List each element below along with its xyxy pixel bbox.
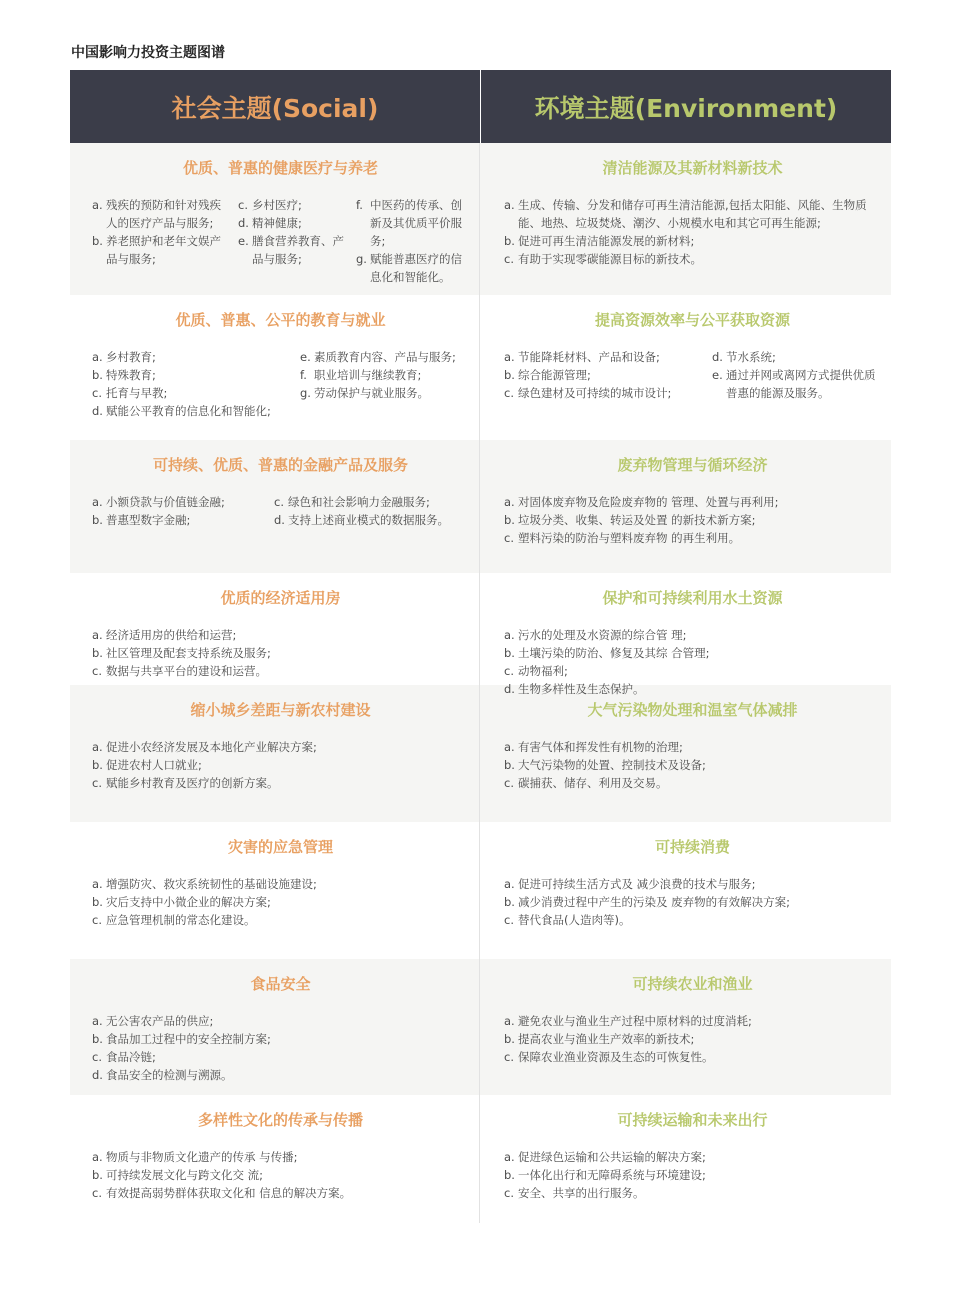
item-marker: c.: [274, 495, 284, 509]
item-text: 促进可持续生活方式及 减少浪费的技术与服务;: [518, 877, 756, 891]
item-text: 促进小农经济发展及本地化产业解决方案;: [106, 740, 317, 754]
item-marker: c.: [504, 531, 514, 545]
item-text: 通过并网或离网方式提供优质普惠的能源及服务。: [726, 368, 876, 400]
theme-title: 多样性文化的传承与传播: [197, 1111, 363, 1129]
item-text: 塑料污染的防治与塑料废弃物 的再生利用。: [518, 531, 741, 545]
list-item: [238, 196, 348, 214]
list-item: [92, 893, 469, 911]
item-column: [504, 348, 704, 402]
item-text: 绿色建材及可持续的城市设计;: [518, 386, 672, 400]
list-item: [300, 348, 469, 366]
item-marker: a.: [504, 1014, 515, 1028]
item-marker: b.: [504, 1032, 515, 1046]
item-marker: d.: [92, 1068, 103, 1082]
item-marker: b.: [504, 646, 515, 660]
theme-row: [70, 1095, 891, 1223]
list-item: [300, 366, 469, 384]
theme-item-list: [92, 738, 469, 792]
item-marker: a.: [92, 350, 103, 364]
item-text: 中医药的传承、创新及其优质平价服务;: [370, 198, 462, 248]
list-item: [504, 196, 881, 232]
theme-item-list: [92, 626, 469, 680]
list-item: [92, 493, 266, 511]
social-theme-cell: [70, 440, 480, 573]
theme-title: 可持续、优质、普惠的金融产品及服务: [152, 456, 408, 474]
item-marker: c.: [504, 913, 514, 927]
list-item: [92, 875, 469, 893]
item-marker: c.: [92, 1186, 102, 1200]
item-marker: a.: [92, 1150, 103, 1164]
table-body: [70, 143, 891, 1223]
item-text: 托育与早教;: [106, 386, 168, 400]
list-item: [504, 493, 881, 511]
item-marker: b.: [92, 1032, 103, 1046]
list-item: [504, 1184, 881, 1202]
theme-item-list: [504, 875, 881, 929]
list-item: [92, 644, 469, 662]
item-marker: c.: [504, 1186, 514, 1200]
item-text: 社区管理及配套支持系统及服务;: [106, 646, 271, 660]
item-column: [504, 875, 881, 929]
item-marker: c.: [238, 198, 248, 212]
list-item: [504, 662, 881, 680]
list-item: [92, 402, 292, 420]
list-item: [274, 511, 469, 529]
theme-title: 可持续运输和未来出行: [617, 1111, 768, 1129]
list-item: [504, 644, 881, 662]
item-text: 综合能源管理;: [518, 368, 591, 382]
item-text: 赋能普惠医疗的信息化和智能化。: [370, 252, 462, 284]
list-item: [92, 756, 469, 774]
item-column: [504, 493, 881, 547]
item-column: [712, 348, 881, 402]
list-item: [92, 662, 469, 680]
item-marker: a.: [92, 628, 103, 642]
item-text: 生物多样性及生态保护。: [518, 682, 645, 696]
item-marker: a.: [504, 198, 515, 212]
item-marker: g.: [300, 386, 311, 400]
list-item: [92, 1066, 469, 1084]
theme-title: 优质的经济适用房: [220, 589, 341, 607]
environment-theme-cell: [480, 143, 891, 295]
environment-theme-cell: [480, 959, 891, 1095]
item-marker: a.: [92, 877, 103, 891]
item-marker: e.: [300, 350, 311, 364]
item-marker: b.: [92, 368, 103, 382]
item-text: 减少消费过程中产生的污染及 废弃物的有效解决方案;: [518, 895, 791, 909]
social-theme-cell: [70, 1095, 480, 1223]
item-text: 可持续发展文化与跨文化交 流;: [106, 1168, 264, 1182]
list-item: [504, 511, 881, 529]
theme-item-list: [92, 875, 469, 929]
item-marker: e.: [238, 234, 249, 248]
theme-item-list: [92, 348, 469, 420]
list-item: [92, 196, 230, 232]
item-text: 土壤污染的防治、修复及其综 合管理;: [518, 646, 710, 660]
item-text: 节能降耗材料、产品和设备;: [518, 350, 660, 364]
list-item: [92, 1030, 469, 1048]
item-marker: c.: [92, 386, 102, 400]
list-item: [238, 214, 348, 232]
list-item: [504, 1030, 881, 1048]
item-marker: f.: [356, 198, 363, 212]
environment-theme-cell: [480, 1095, 891, 1223]
item-marker: c.: [504, 1050, 514, 1064]
item-text: 食品安全的检测与溯源。: [106, 1068, 233, 1082]
social-theme-cell: [70, 295, 480, 440]
item-text: 大气污染物的处置、控制技术及设备;: [518, 758, 706, 772]
item-column: [92, 738, 469, 792]
theme-row: [70, 959, 891, 1095]
social-theme-cell: [70, 573, 480, 685]
item-text: 支持上述商业模式的数据服务。: [288, 513, 449, 527]
item-marker: b.: [504, 1168, 515, 1182]
item-marker: c.: [92, 664, 102, 678]
item-marker: e.: [712, 368, 723, 382]
item-text: 经济适用房的供给和运营;: [106, 628, 237, 642]
theme-item-list: [504, 1012, 881, 1066]
item-marker: b.: [504, 368, 515, 382]
list-item: [92, 384, 292, 402]
environment-header: 环境主题(Environment): [534, 93, 838, 123]
page-title: 中国影响力投资主题图谱: [71, 45, 225, 61]
item-text: 污水的处理及水资源的综合管 理;: [518, 628, 687, 642]
theme-title: 食品安全: [250, 975, 311, 993]
item-marker: b.: [92, 1168, 103, 1182]
item-text: 促进绿色运输和公共运输的解决方案;: [518, 1150, 706, 1164]
theme-title: 保护和可持续利用水土资源: [602, 589, 783, 607]
list-item: [504, 1012, 881, 1030]
theme-title: 缩小城乡差距与新农村建设: [190, 701, 371, 719]
item-text: 安全、共享的出行服务。: [518, 1186, 645, 1200]
list-item: [92, 366, 292, 384]
theme-row: [70, 685, 891, 822]
item-column: [238, 196, 348, 286]
item-marker: c.: [504, 252, 514, 266]
item-marker: a.: [92, 198, 103, 212]
item-text: 有助于实现零碳能源目标的新技术。: [518, 252, 702, 266]
item-marker: b.: [92, 646, 103, 660]
theme-item-list: [504, 1148, 881, 1202]
environment-theme-cell: [480, 440, 891, 573]
item-marker: b.: [504, 234, 515, 248]
theme-item-list: [92, 1148, 469, 1202]
social-theme-cell: [70, 685, 480, 822]
item-text: 普惠型数字金融;: [106, 513, 191, 527]
theme-item-list: [504, 348, 881, 402]
item-text: 残疾的预防和针对残疾人的医疗产品与服务;: [106, 198, 221, 230]
item-marker: c.: [92, 1050, 102, 1064]
theme-item-list: [504, 493, 881, 547]
list-item: [504, 1148, 881, 1166]
theme-title: 优质、普惠、公平的教育与就业: [175, 311, 386, 329]
item-text: 动物福利;: [518, 664, 568, 678]
item-marker: f.: [300, 368, 307, 382]
social-header: 社会主题(Social): [70, 70, 481, 143]
list-item: [274, 493, 469, 511]
list-item: [504, 250, 881, 268]
theme-title: 可持续农业和渔业: [632, 975, 753, 993]
item-marker: d.: [274, 513, 285, 527]
theme-item-list: [92, 196, 469, 286]
list-item: [92, 774, 469, 792]
item-marker: c.: [92, 913, 102, 927]
list-item: [504, 1166, 881, 1184]
list-item: [504, 529, 881, 547]
environment-theme-cell: [480, 573, 891, 696]
item-text: 素质教育内容、产品与服务;: [314, 350, 456, 364]
list-item: [504, 756, 881, 774]
list-item: [504, 232, 881, 250]
item-marker: a.: [92, 1014, 103, 1028]
environment-theme-cell: [480, 295, 891, 440]
item-marker: b.: [92, 895, 103, 909]
list-item: [504, 893, 881, 911]
item-column: [504, 1148, 881, 1202]
list-item: [92, 911, 469, 929]
item-marker: d.: [712, 350, 723, 364]
item-text: 节水系统;: [726, 350, 776, 364]
item-column: [300, 348, 469, 420]
item-marker: a.: [504, 877, 515, 891]
item-marker: a.: [504, 740, 515, 754]
theme-title: 清洁能源及其新材料新技术: [602, 159, 783, 177]
item-text: 增强防灾、救灾系统韧性的基础设施建设;: [106, 877, 317, 891]
item-text: 赋能乡村教育及医疗的创新方案。: [106, 776, 279, 790]
list-item: [504, 626, 881, 644]
theme-title: 可持续消费: [654, 838, 730, 856]
item-marker: a.: [92, 495, 103, 509]
list-item: [504, 1048, 881, 1066]
item-text: 避免农业与渔业生产过程中原材料的过度消耗;: [518, 1014, 752, 1028]
item-marker: d.: [238, 216, 249, 230]
theme-item-list: [504, 196, 881, 268]
item-text: 垃圾分类、收集、转运及处置 的新技术新方案;: [518, 513, 756, 527]
theme-table: [70, 70, 891, 1223]
item-marker: c.: [504, 776, 514, 790]
item-marker: b.: [92, 234, 103, 248]
item-text: 绿色和社会影响力金融服务;: [288, 495, 430, 509]
list-item: [504, 875, 881, 893]
item-marker: b.: [92, 758, 103, 772]
social-theme-cell: [70, 959, 480, 1095]
theme-item-list: [92, 493, 469, 529]
list-item: [92, 738, 469, 756]
theme-title: 灾害的应急管理: [227, 838, 333, 856]
list-item: [712, 348, 881, 366]
list-item: [92, 511, 266, 529]
item-column: [92, 348, 292, 420]
item-text: 对固体废弃物及危险废弃物的 管理、处置与再利用;: [518, 495, 779, 509]
item-marker: a.: [504, 1150, 515, 1164]
item-text: 一体化出行和无障碍系统与环境建设;: [518, 1168, 706, 1182]
theme-row: [70, 440, 891, 573]
item-text: 有效提高弱势群体获取文化和 信息的解决方案。: [106, 1186, 352, 1200]
item-text: 养老照护和老年文娱产品与服务;: [106, 234, 221, 266]
list-item: [92, 232, 230, 268]
theme-row: [70, 573, 891, 696]
list-item: [356, 196, 469, 250]
item-text: 促进可再生清洁能源发展的新材料;: [518, 234, 695, 248]
item-marker: c.: [92, 776, 102, 790]
item-text: 物质与非物质文化遗产的传承 与传播;: [106, 1150, 298, 1164]
item-marker: c.: [504, 386, 514, 400]
list-item: [92, 1012, 469, 1030]
theme-item-list: [92, 1012, 469, 1084]
item-text: 数据与共享平台的建设和运营。: [106, 664, 267, 678]
item-text: 小额贷款与价值链金融;: [106, 495, 225, 509]
item-text: 碳捕获、储存、利用及交易。: [518, 776, 668, 790]
list-item: [356, 250, 469, 286]
item-text: 提高农业与渔业生产效率的新技术;: [518, 1032, 695, 1046]
item-text: 替代食品(人造肉等)。: [518, 913, 631, 927]
item-column: [356, 196, 469, 286]
theme-item-list: [504, 738, 881, 792]
list-item: [504, 384, 704, 402]
item-text: 食品加工过程中的安全控制方案;: [106, 1032, 271, 1046]
item-marker: d.: [92, 404, 103, 418]
list-item: [92, 1184, 469, 1202]
item-column: [92, 626, 469, 680]
item-text: 特殊教育;: [106, 368, 156, 382]
item-column: [92, 1012, 469, 1084]
item-text: 生成、传输、分发和储存可再生清洁能源,包括太阳能、风能、生物质能、地热、垃圾焚烧、潮汐、小规模水电和其它可再生能源;: [518, 198, 867, 230]
item-column: [92, 875, 469, 929]
list-item: [504, 366, 704, 384]
item-marker: a.: [504, 495, 515, 509]
theme-row: [70, 295, 891, 440]
item-marker: b.: [92, 513, 103, 527]
theme-title: 废弃物管理与循环经济: [617, 456, 768, 474]
item-text: 促进农村人口就业;: [106, 758, 202, 772]
list-item: [504, 348, 704, 366]
item-text: 有害气体和挥发性有机物的治理;: [518, 740, 683, 754]
environment-theme-cell: [480, 685, 891, 822]
item-marker: b.: [504, 513, 515, 527]
item-text: 乡村医疗;: [252, 198, 302, 212]
list-item: [712, 366, 881, 402]
item-text: 劳动保护与就业服务。: [314, 386, 429, 400]
item-marker: d.: [504, 682, 515, 696]
list-item: [504, 774, 881, 792]
item-text: 精神健康;: [252, 216, 302, 230]
item-marker: b.: [504, 895, 515, 909]
item-column: [274, 493, 469, 529]
list-item: [92, 1048, 469, 1066]
social-theme-cell: [70, 822, 480, 959]
list-item: [92, 626, 469, 644]
table-header: [70, 70, 891, 143]
item-column: [92, 493, 266, 529]
item-column: [92, 196, 230, 286]
item-text: 应急管理机制的常态化建设。: [106, 913, 256, 927]
list-item: [92, 1166, 469, 1184]
theme-title: 大气污染物处理和温室气体减排: [587, 701, 798, 719]
environment-theme-cell: [480, 822, 891, 959]
social-theme-cell: [70, 143, 480, 295]
item-text: 膳食营养教育、产品与服务;: [252, 234, 344, 266]
list-item: [300, 384, 469, 402]
item-column: [504, 738, 881, 792]
item-column: [92, 1148, 469, 1202]
item-text: 食品冷链;: [106, 1050, 156, 1064]
item-marker: a.: [504, 350, 515, 364]
list-item: [238, 232, 348, 268]
item-marker: a.: [92, 740, 103, 754]
item-column: [504, 1012, 881, 1066]
item-marker: g.: [356, 252, 367, 266]
item-marker: b.: [504, 758, 515, 772]
theme-row: [70, 143, 891, 295]
theme-row: [70, 822, 891, 959]
theme-title: 提高资源效率与公平获取资源: [594, 311, 790, 329]
theme-title: 优质、普惠的健康医疗与养老: [182, 159, 378, 177]
list-item: [504, 911, 881, 929]
item-marker: c.: [504, 664, 514, 678]
item-column: [504, 196, 881, 268]
list-item: [92, 1148, 469, 1166]
item-text: 赋能公平教育的信息化和智能化;: [106, 404, 271, 418]
list-item: [92, 348, 292, 366]
item-text: 乡村教育;: [106, 350, 156, 364]
item-text: 职业培训与继续教育;: [314, 368, 422, 382]
item-text: 保障农业渔业资源及生态的可恢复性。: [518, 1050, 714, 1064]
item-text: 无公害农产品的供应;: [106, 1014, 214, 1028]
item-marker: a.: [504, 628, 515, 642]
list-item: [504, 738, 881, 756]
item-text: 灾后支持中小微企业的解决方案;: [106, 895, 271, 909]
